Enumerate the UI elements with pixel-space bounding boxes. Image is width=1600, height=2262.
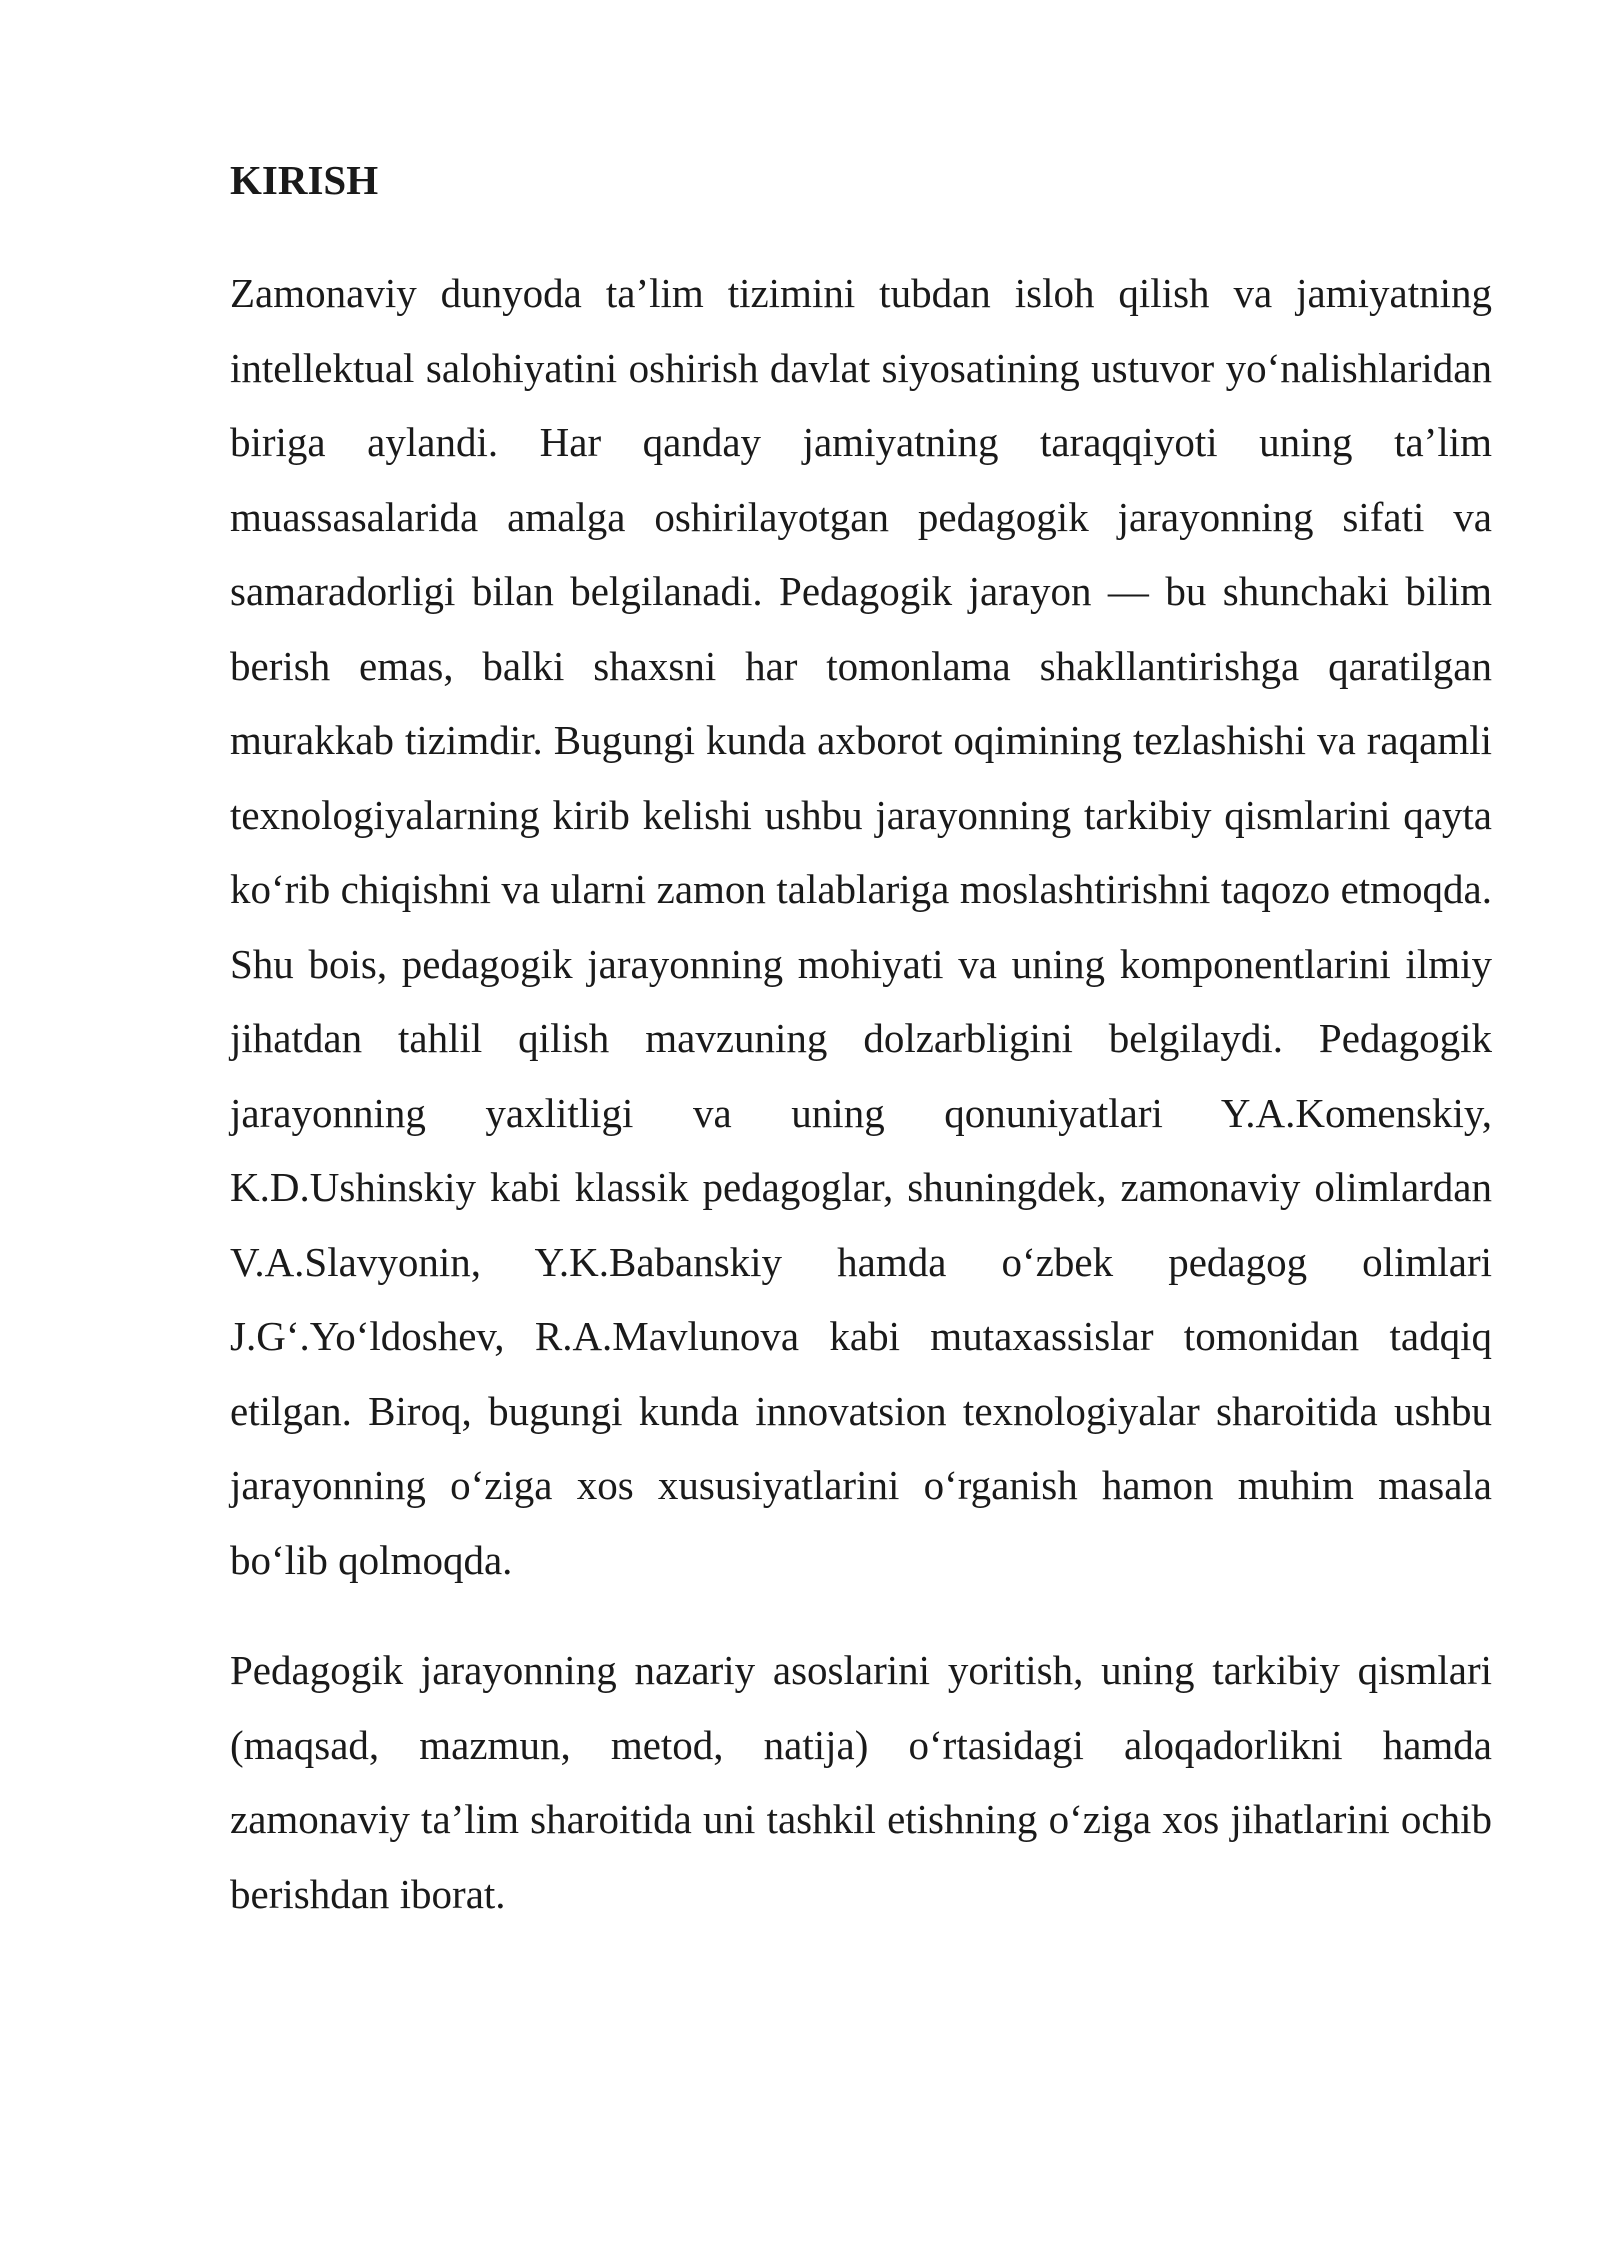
document-body [230, 148, 1492, 1967]
paragraph-introduction: Zamonaviy dunyoda ta’lim tizimini tubdan isloh qilish va jamiyatning intellektual salohiyatini oshirish davlat siyosatining ustuvor yo‘nalishlaridan biriga aylandi. Har qanday jamiyatning taraqqiyoti uning ta’lim muassasalarida amalga oshirilayotgan pedagogik jarayonning sifati va samaradorligi bilan belgilanadi. Pedagogik jarayon — bu shunchaki bilim berish emas, balki shaxsni har tomonlama shakllantirishga qaratilgan murakkab tizimdir. Bugungi kunda axborot oqimining tezlashishi va raqamli texnologiyalarning kirib kelishi ushbu jarayonning tarkibiy qismlarini qayta ko‘rib chiqishni va ularni zamon talablariga moslashtirishni taqozo etmoqda. Shu bois, pedagogik jarayonning mohiyati va uning komponentlarini ilmiy jihatdan tahlil qilish mavzuning dolzarbligini belgilaydi. Pedagogik jarayonning yaxlitligi va uning qonuniyatlari Y.A.Komenskiy, K.D.Ushinskiy kabi klassik pedagoglar, shuningdek, zamonaviy olimlardan V.A.Slavyonin, Y.K.Babanskiy hamda o‘zbek pedagog olimlari J.G‘.Yo‘ldoshev, R.A.Mavlunova kabi mutaxassislar tomonidan tadqiq etilgan. Biroq, bugungi kunda innovatsion texnologiyalar sharoitida ushbu jarayonning o‘ziga xos xususiyatlarini o‘rganish hamon muhim masala bo‘lib qolmoqda. [230, 270, 1492, 1583]
section-heading: KIRISH [230, 157, 379, 203]
paragraph-purpose: Pedagogik jarayonning nazariy asoslarini yoritish, uning tarkibiy qismlari (maqsad, mazmun, metod, natija) o‘rtasidagi aloqadorlikni hamda zamonaviy ta’lim sharoitida uni tashkil etishning o‘ziga xos jihatlarini ochib berishdan iborat. [230, 1647, 1492, 1917]
